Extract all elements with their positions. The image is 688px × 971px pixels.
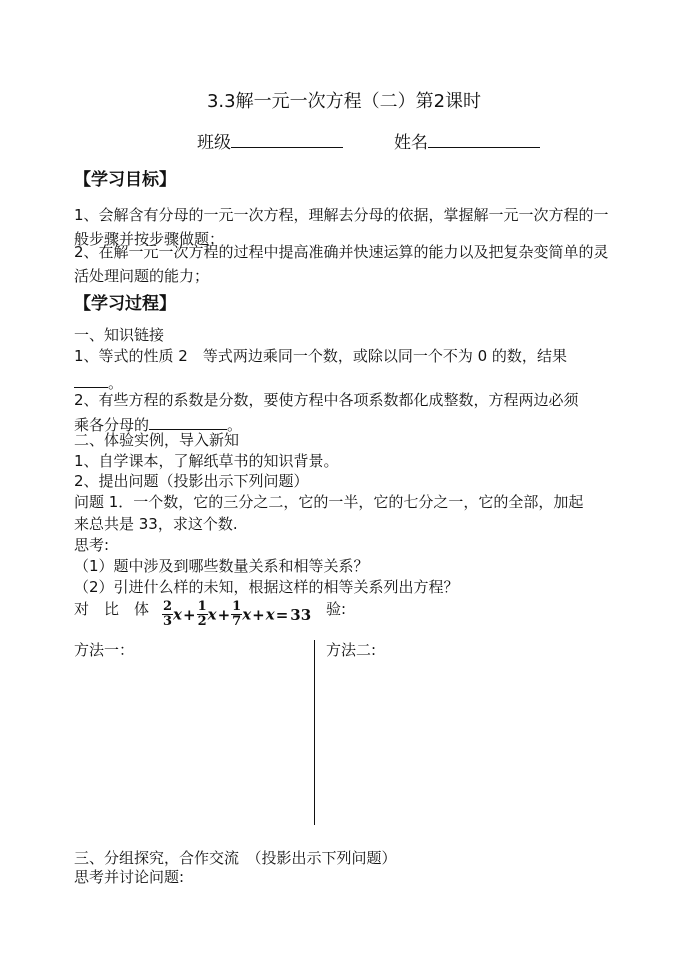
fraction-one-half: $\frac{1}{2}$ xyxy=(197,599,207,629)
think-item-2: （2）引进什么样的未知，根据这样的相等关系列出方程？ xyxy=(74,578,459,596)
method-1-label: 方法一： xyxy=(74,641,135,659)
think-label: 思考: xyxy=(74,536,110,554)
class-field xyxy=(197,130,343,154)
discuss-label: 思考并讨论问题: xyxy=(74,868,185,886)
fraction-two-thirds: $\frac{2}{3}$ xyxy=(163,599,173,629)
class-label: 班级 xyxy=(197,133,231,153)
think-item-1: （1）题中涉及到哪些数量关系和相等关系？ xyxy=(74,557,369,575)
class-blank[interactable] xyxy=(231,130,343,148)
objective-2: 2、在解一元一次方程的过程中提高准确并快速运算的能力以及把复杂变简单的灵活处理问题的能力； xyxy=(74,243,609,285)
page-title: 3.3解一元一次方程（二）第2课时 xyxy=(206,91,482,112)
process-heading: 【学习过程】 xyxy=(74,294,176,314)
fraction-one-seventh: $\frac{1}{7}$ xyxy=(232,599,242,629)
answer-blank-2[interactable] xyxy=(149,412,227,430)
answer-blank-1[interactable] xyxy=(74,370,108,388)
knowledge-item-1: 1、等式的性质 2 等式两边乘同一个数，或除以同一个不为 0 的数，结果 xyxy=(74,347,567,365)
problem-1-line2: 来总共是 33，求这个数. xyxy=(74,515,238,533)
knowledge-item-2: 2、有些方程的系数是分数，要使方程中各项系数都化成整数，方程两边必须 xyxy=(74,391,579,409)
compare-label: 对 比 体 xyxy=(74,600,150,618)
knowledge-item-1-cont: 。 xyxy=(74,370,123,393)
section-knowledge-link: 一、知识链接 xyxy=(74,326,165,344)
verify-label: 验: xyxy=(326,600,347,618)
method-2-label: 方法二: xyxy=(326,641,377,659)
method-divider xyxy=(314,640,315,825)
example-item-1: 1、自学课本，了解纸草书的知识背景。 xyxy=(74,452,339,470)
objective-1: 1、会解含有分母的一元一次方程，理解去分母的依据，掌握解一元一次方程的一般步骤并按步骤做题； xyxy=(74,206,609,248)
name-field xyxy=(394,130,540,154)
example-item-2: 2、提出问题（投影出示下列问题） xyxy=(74,472,309,490)
section-group-inquiry: 三、分组探究，合作交流 （投影出示下列问题） xyxy=(74,849,397,867)
name-label: 姓名 xyxy=(394,133,428,153)
equation: $\frac{2}{3}$ x+ $\frac{1}{2}$ x+ $\frac{1}{7}$ x+x= 33 xyxy=(163,599,312,629)
name-blank[interactable] xyxy=(428,130,540,148)
knowledge-item-2-cont: 乘各分母的 。 xyxy=(74,412,242,435)
objectives-heading: 【学习目标】 xyxy=(74,170,176,190)
problem-1-line1: 问题 1．一个数，它的三分之二，它的一半，它的七分之一，它的全部，加起 xyxy=(74,493,584,511)
section-example: 二、体验实例，导入新知 xyxy=(74,431,240,449)
